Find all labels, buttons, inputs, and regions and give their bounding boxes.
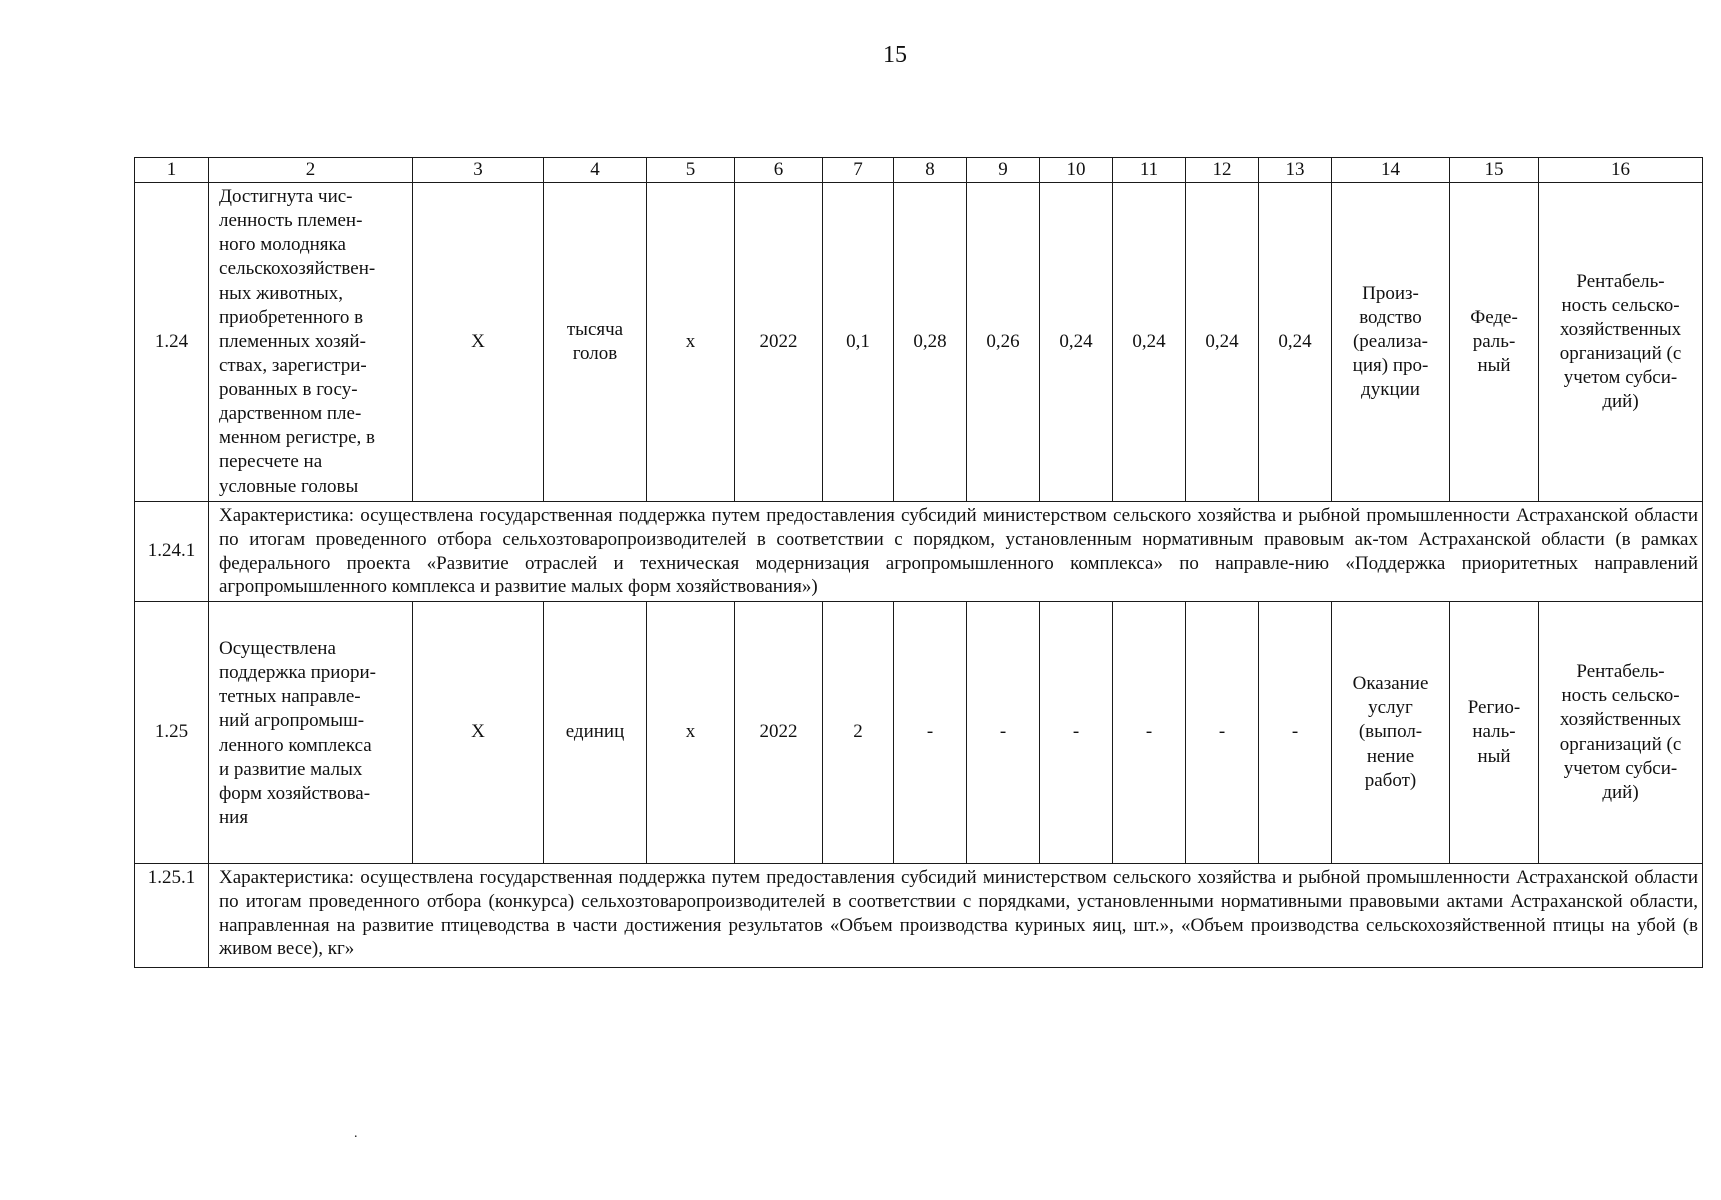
row-index: 1.24 [135,183,209,502]
column-number-14: 14 [1332,158,1450,183]
base-year: 2022 [735,183,823,502]
cell-col-5: х [647,183,735,502]
cell-col-13: 0,24 [1259,183,1332,502]
cell-col-9: 0,26 [967,183,1040,502]
column-number-header-row [135,158,1703,183]
cell-col-11: 0,24 [1113,183,1186,502]
linked-indicator: Рентабель- ность сельско- хозяйственных организаций (с учетом субси- дий) [1539,602,1703,864]
cell-col-12: - [1186,602,1259,864]
result-type: Произ- водство (реализа- ция) про- дукции [1332,183,1450,502]
row-index: 1.24.1 [135,502,209,602]
characteristic-row [135,864,1703,968]
result-level: Феде- раль- ный [1450,183,1539,502]
cell-col-3: Х [413,602,544,864]
cell-col-11: - [1113,602,1186,864]
column-number-12: 12 [1186,158,1259,183]
table-row [135,183,1703,502]
page-number: 15 [883,42,907,68]
cell-col-12: 0,24 [1186,183,1259,502]
cell-col-13: - [1259,602,1332,864]
characteristic-text: Характеристика: осуществлена государственная поддержка путем предоставления субсидий министерством сельского хозяйства и рыбной промышленности Астраханской области по итогам проведенного отбора сельхозтоваропроизводителей в соответствии с порядком, установленным нормативным правовым ак-том Астраханской области (в рамках федерального проекта «Развитие отраслей и техническая модернизация агропромышленного комплекса» по направле-нию «Поддержка приоритетных направлений агропромышленного комплекса и развитие малых форм хозяйствования») [209,502,1703,602]
indicators-table [134,157,1703,968]
row-index: 1.25.1 [135,864,209,968]
column-number-2: 2 [209,158,413,183]
cell-col-10: - [1040,602,1113,864]
unit-of-measure: тысяча голов [544,183,647,502]
column-number-4: 4 [544,158,647,183]
cell-col-10: 0,24 [1040,183,1113,502]
column-number-9: 9 [967,158,1040,183]
result-level: Регио- наль- ный [1450,602,1539,864]
column-number-15: 15 [1450,158,1539,183]
stray-mark: . [354,1126,358,1141]
result-name: Осуществлена поддержка приори- тетных направле- ний агропромыш- ленного комплекса и развитие малых форм хозяйствова- ния [209,602,413,864]
base-year: 2022 [735,602,823,864]
result-type: Оказание услуг (выпол- нение работ) [1332,602,1450,864]
column-number-16: 16 [1539,158,1703,183]
column-number-11: 11 [1113,158,1186,183]
column-number-5: 5 [647,158,735,183]
linked-indicator: Рентабель- ность сельско- хозяйственных организаций (с учетом субси- дий) [1539,183,1703,502]
characteristic-text: Характеристика: осуществлена государственная поддержка путем предоставления субсидий министерством сельского хозяйства и рыбной промышленности Астраханской области по итогам проведенного отбора (конкурса) сельхозтоваропроизводителей в соответствии с порядками, установленными нормативными правовыми актами Астраханской области, направленная на развитие птицеводства в части достижения результатов «Объем производства куриных яиц, шт.», «Объем производства сельскохозяйственной птицы на убой (в живом весе), кг» [209,864,1703,968]
unit-of-measure: единиц [544,602,647,864]
column-number-3: 3 [413,158,544,183]
cell-col-3: Х [413,183,544,502]
column-number-1: 1 [135,158,209,183]
column-number-8: 8 [894,158,967,183]
cell-col-7: 0,1 [823,183,894,502]
cell-col-5: х [647,602,735,864]
column-number-13: 13 [1259,158,1332,183]
result-name: Достигнута чис- ленность племен- ного молодняка сельскохозяйствен- ных животных, приобретенного в племенных хозяй- ствах, зарегистри- рованных в госу- дарственном пле- менном регистре, в пересчете на условные головы [209,183,413,502]
column-number-7: 7 [823,158,894,183]
cell-col-8: - [894,602,967,864]
table-row [135,602,1703,864]
cell-col-8: 0,28 [894,183,967,502]
column-number-6: 6 [735,158,823,183]
cell-col-7: 2 [823,602,894,864]
characteristic-row [135,502,1703,602]
cell-col-9: - [967,602,1040,864]
row-index: 1.25 [135,602,209,864]
column-number-10: 10 [1040,158,1113,183]
